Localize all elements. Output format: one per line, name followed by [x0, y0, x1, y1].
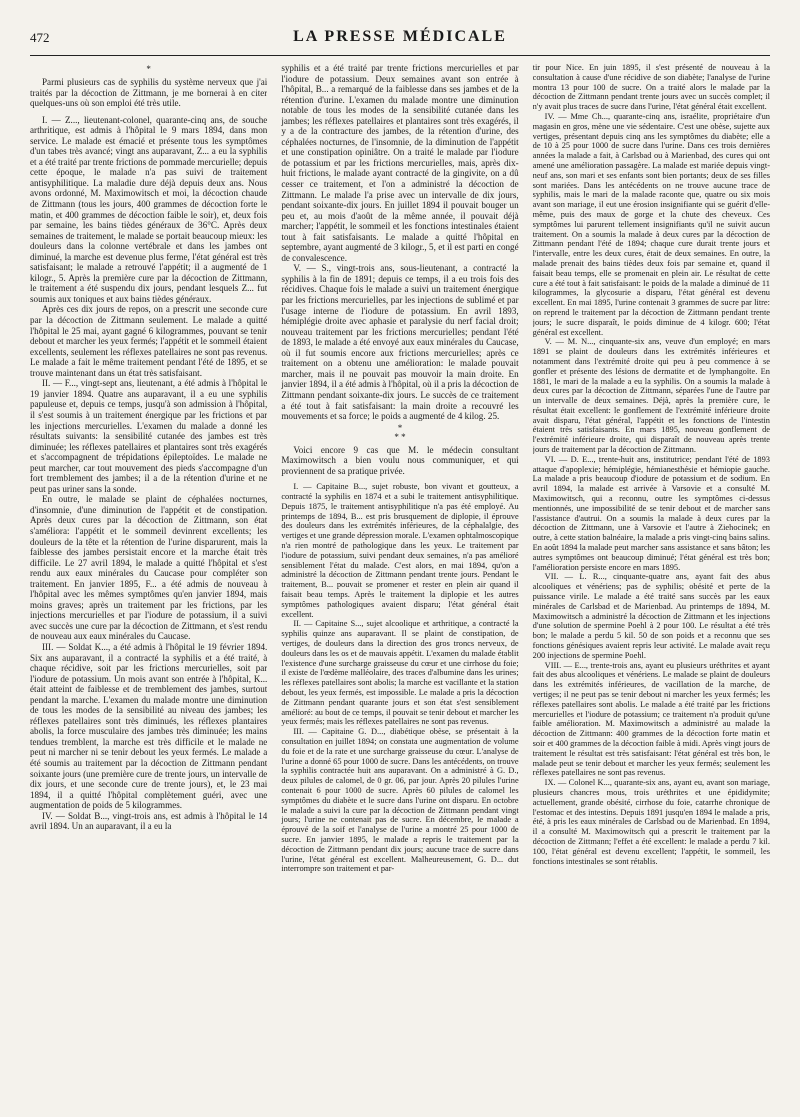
section-separator	[30, 65, 267, 74]
case-paragraph: I. — Z..., lieutenant-colonel, quarante-cinq ans, de souche arthritique, est admis à l'hôpital le 9 mars 1894, dans mon service. Le malade est émacié et présente tous les symptômes d'un tabes très avancé; vingt ans auparavant, Z... a eu la syphilis et a été traité par trente frictions de pommade mercurielle; depuis cette époque, le malade n'a pas suivi de traitement antisyphilitique. La maladie dure déjà depuis deux ans. Nous avons ordonné, M. Maximowitsch et moi, la décoction chaude de Zittmann (tous les jours, 400 grammes de décoction forte le matin, et 400 grammes de décoction faible le soir), et, deux fois par semaine, les bains tièdes généraux de 36°C. Après deux semaines de traitement, le malade se portait beaucoup mieux: les douleurs dans la colonne vertébrale et dans les jambes ont diminué, la marche est devenue plus ferme, l'état général est très satisfaisant; le malade a retrouvé l'appétit; il a augmenté de 1 kilogr., 5. Après la première cure par la décoction de Zittmann, le traitement a été suspendu dix jours, pendant lesquels Z... fut soumis aux toniques et aux bains tièdes généraux.	[30, 114, 268, 304]
case-paragraph: IV. — Soldat B..., vingt-trois ans, est admis à l'hôpital le 14 avril 1894. Un an auparavant, il a eu la	[30, 810, 268, 832]
case-paragraph: I. — Capitaine B..., sujet robuste, bon vivant et goutteux, a contracté la syphilis en 1874 et a subi le traitement antisyphilitique. Depuis 1875, le traitement antisyphilitique n'a pas été employé. Au printemps de 1894, B... est pris brusquement de diplopie, il éprouve des douleurs dans les extrémités inférieures, de la céphalalgie, des vertiges et une grande dépression morale. L'examen ophtalmoscopique n'a rien montré de pathologique dans les yeux. Le traitement par l'iodure de potassium, suivi pendant deux semaines, n'a pas amélioré sensiblement l'état du malade. C'est alors, en mai 1894, qu'on a administré la décoction de Zittmann pendant trente jours. Pendant le traitement, B... pouvait se promener et rester en plein air quand il faisait beau temps. Après le traitement la diplopie et les autres symptômes pathologiques avaient disparu; l'état général était excellent.	[281, 482, 519, 619]
case-paragraph: III. — Capitaine G. D..., diabétique obèse, se présentait à la consultation en juillet 1894; on constata une augmentation de volume du foie et de la rate et une surcharge graisseuse du cœur. L'analyse de l'urine a donné 65 pour 1000 de sucre. Dans les antécédents, on trouve la syphilis contractée huit ans auparavant. On a administré à G. D., deux pilules de calomel, de 0 gr. 06, par jour. Après 20 pilules l'urine contenait 6 pour 1000 de sucre. Après 60 pilules de calomel les symptômes du diabète et le sucre dans l'urine ont disparu. En octobre le malade a suivi la cure par la décoction de Zittmann pendant vingt jours; l'urine ne contenait pas de sucre. En décembre, le malade a éprouvé de la soif et l'analyse de l'urine a montré 25 pour 1000 de sucre. En janvier 1895, le malade a repris le traitement par la décoction de Zittmann pendant dix jours; aucune trace de sucre dans l'urine, l'état général est excellent. Malheureusement, G. D... dut interrompre son traitement et par-	[281, 727, 519, 874]
journal-title: LA PRESSE MÉDICALE	[293, 28, 507, 45]
separator-glyph: *	[146, 64, 151, 74]
case-paragraph: tir pour Nice. En juin 1895, il s'est présenté de nouveau à la consultation à cause d'une récidive de son diabète; l'analyse de l'urine montra 13 pour 100 de sucre. On a traité alors le malade par la décoction de Zittmann pendant trente jours avec un succès complet; il n'y avait plus traces de sucre dans l'urine, l'état général était excellent.	[532, 63, 770, 112]
case-paragraph: II. — Capitaine S..., sujet alcoolique et arthritique, a contracté la syphilis quinze ans auparavant. Il se plaint de constipation, de vertiges, de douleurs dans la direction des gros troncs nerveux, de douleurs dans les os et de mauvais appétit. L'examen du malade établit l'existence d'une surcharge graisseuse du cœur et une cirrhose du foie; il existe de l'œdème malléolaire, des traces d'albumine dans les urines; les réflexes patellaires sont abolis; la marche est vacillante et la station debout, les yeux fermés, est impossible. Le malade a pris la décoction de Zittmann pendant quarante jours et son état s'est sensiblement amélioré: au bout de ce temps, il pouvait se tenir debout et marcher les yeux fermés; mais les réflexes patellaires ne sont pas revenus.	[281, 619, 519, 727]
case-paragraph: V. — S., vingt-trois ans, sous-lieutenant, a contracté la syphilis à la fin de 1891; depuis ce temps, il a eu trois fois des récidives. Chaque fois le malade a suivi un traitement énergique par les frictions mercurielles, par les injections de sublimé et par l'usage interne de l'iodure de potassium. En avril 1893, hémiplégie droite avec aphasie et paralysie du nerf facial droit; nouveau traitement par les frictions mercurielles; pendant l'été de 1893, le malade a été envoyé aux eaux minérales du Caucase, où il fut soumis encore aux frictions mercurielles; après ce traitement on a obtenu une amélioration: le malade pouvait marcher, mais il ne pouvait pas mouvoir la main droite. En janvier 1894, il a été admis à l'hôpital, où il a pris la décoction de Zittmann pendant soixante-dix jours. Le succès de ce traitement a été tout à fait satisfaisant: la main droite a recouvré les mouvements et sa force; le poids a augmenté de 4 kilog. 25.	[281, 263, 519, 422]
separator-glyph: *	[397, 422, 403, 433]
case-paragraph: III. — Soldat K..., a été admis à l'hôpital le 19 février 1894. Six ans auparavant, il a contracté la syphilis et a été traité, à chaque récidive, soit par les frictions mercurielles, soit par l'iodure de potassium. Un mois avant son entrée à l'hôpital, K... était atteint de faiblesse et de tremblement des jambes, surtout pendant la marche. L'examen du malade montre une diminution de tous les modes de la sensibilité au niveau des jambes; les réflexes patellaires sont très diminués, les réflexes plantaires abolis, la force musculaire des jambes très diminuée; les mains tendues tremblent, la marche est très difficile et le malade ne peut ni marcher ni se tenir debout les yeux fermés. Le malade a été soumis au traitement par la décoction de Zittmann pendant soixante jours (une première cure de trente jours, un intervalle de dix jours, et une seconde cure de trente jours), et, le 23 mai 1894, il a quitté l'hôpital complètement guéri, avec une augmentation de poids de 5 kilogrammes.	[30, 641, 268, 811]
page-number: 472	[30, 30, 50, 45]
column-left	[30, 63, 267, 1108]
section-separator	[281, 424, 518, 442]
page-header	[30, 28, 770, 50]
article-body	[30, 63, 770, 1108]
case-paragraph: syphilis et a été traité par trente frictions mercurielles et par l'iodure de potassium. Deux semaines avant son entrée à l'hôpital, B... a remarqué de la faiblesse dans ses jambes et de la rétention d'urine. L'examen du malade montre une diminution notable de tous les modes de la sensibilité cutanée dans les jambes; les réflexes patellaires et plantaires sont très exagérés, il y a de la contracture des jambes, de la rétention d'urine, des céphalées nocturnes, de l'insomnie, de la diminution de l'appétit et une constipation opiniâtre. On a traité le malade par l'iodure de potassium et par les frictions mercurielles, mais, après dix-huit frictions, le malade ayant contracté de la gingivite, on a dû cesser ce traitement, et l'on a administré la décoction de Zittmann. Le malade l'a prise avec un intervalle de dix jours, pendant soixante-dix jours. En juillet 1894 il pouvait bouger un peu et, au mois d'août de la même année, il pouvait déjà marcher; l'appétit, le sommeil et les fonctions intestinales étaient tout à fait satisfaisants. Le malade a quitté l'hôpital en septembre, ayant augmenté de 3 kilogr., 5, et il est parti en congé de convalescence.	[281, 63, 519, 263]
case-paragraph: VIII. — E..., trente-trois ans, ayant eu plusieurs uréthrites et ayant fait des abus alcooliques et vénériens. Le malade se plaint de douleurs dans les extrémités inférieures, de vacillation de la marche, de vertiges; il ne peut pas se tenir debout ni marcher les yeux fermés; les réflexes patellaires sont abolis. Le malade a été traité par les frictions mercurielles et l'iodure de potassium; ce traitement n'a produit qu'une faible amélioration. M. Maximowitsch a administré au malade la décoction de Zittmann: 400 grammes de la décoction forte matin et soir et 400 grammes de la décoction faible à midi. Après vingt jours de traitement le résultat est très satisfaisant: l'état général est très bon, le malade peut se tenir debout et marcher les yeux fermés; seulement les réflexes patellaires ne sont pas revenus.	[532, 660, 770, 778]
header-rule	[30, 55, 770, 56]
column-middle	[281, 63, 518, 1108]
intro-paragraph: Parmi plusieurs cas de syphilis du système nerveux que j'ai traités par la décoction de Zittmann, je me bornerai à en citer quelques-uns où son emploi été très utile.	[30, 77, 268, 109]
case-paragraph: VII. — L. R..., cinquante-quatre ans, ayant fait des abus alcooliques et vénériens; pas de syphilis; obésité et perte de la puissance virile. Le malade a été traité sans succès par les eaux minérales de Carlsbad et de Marienbad. Au printemps de 1894, M. Maximowitsch a administré la décoction de Zittmann et les injections d'une solution de spermine Poehl à 2 pour 100. Le résultat a été très bon; le malade a perdu 5 kil. 50 de son poids et a reconnu que ses fonctions génésiques avaient repris leur activité. Le malade avait reçu 200 injections de spermine Poehl.	[532, 572, 770, 660]
case-paragraph: IX. — Colonel K..., quarante-six ans, ayant eu, avant son mariage, plusieurs chancres mous, trois uréthrites et une épididymite; actuellement, grande obésité, cirrhose du foie, catarrhe chronique de l'estomac et des intestins. Depuis 1891 jusqu'en 1894 le malade a pris, été, à pris les eaux minérales de Carlsbad ou de Marienbad. En 1894, il a consulté M. Maximowitsch qui a prescrit le traitement par la décoction de Zittmann; l'effet a été excellent: le malade a perdu 7 kil. 100, l'état général est devenu excellent; l'appétit, le sommeil, les fonctions intestinales se sont rétablis.	[532, 778, 770, 866]
case-paragraph: VI. — D. E..., trente-huit ans, institutrice; pendant l'été de 1893 attaque d'apoplexie; hémiplégie, hémianesthésie et hémiopie gauche. La malade a pris beaucoup d'iodure de potassium et de sodium. En avril 1894, la malade est arrivée à Varsovie et a consulté M. Maximowitsch, qui a reconnu, outre les symptômes ci-dessus mentionnés, une impossibilité de se tenir debout et de marcher sans l'assistance d'autrui. On a soumis la malade à deux cures par la décoction de Zittmann, une à Varsovie et l'autre à Ziehocinek; en outre, à cette station balnéaire, la malade a pris vingt-cinq bains salins. En août 1894 la malade peut marcher sans assistance et sans bâton; les autres symptômes ont beaucoup diminué; l'état général est très bon; l'amélioration persiste encore en mars 1895.	[532, 454, 770, 572]
case-list	[281, 482, 518, 874]
separator-glyph: * *	[394, 431, 406, 442]
intro-paragraph: Voici encore 9 cas que M. le médecin consultant Maximowitsch a bien voulu nous communiquer, et qui proviennent de sa pratique privée.	[281, 444, 519, 476]
case-paragraph: II. — F..., vingt-sept ans, lieutenant, a été admis à l'hôpital le 19 janvier 1894. Quatre ans auparavant, il a eu une syphilis papuleuse et, depuis ce temps, jusqu'à son admission à l'hôpital, il s'est soumis à un traitement énergique par les frictions et par les injections mercurielles. L'examen du malade a donné les résultats suivants: la sensibilité cutanée des jambes est très diminuée; les réflexes patellaires et plantaires sont très exagérés et s'accompagnent de trépidations épileptoïdes. Le malade ne peut marcher, car tout mouvement des pieds s'accompagne d'un fort tremblement des jambes; il a de la rétention d'urine et ne peut pas uriner sans la sonde.	[30, 378, 268, 494]
column-right	[533, 63, 770, 1108]
case-paragraph: En outre, le malade se plaint de céphalées nocturnes, d'insomnie, d'une diminution de l'appétit et de constipation. Après deux cures par la décoction de Zittmann, son état s'améliora: l'appétit et le sommeil devinrent excellents; les douleurs de la tête et la rétention de l'urine disparurent, mais la faiblesse des jambes persistait encore et la marche était très difficile. Le 27 avril 1894, le malade a quitté l'hôpital et s'est rendu aux eaux minérales du Caucase pour compléter son traitement. En janvier 1895, F... a été admis de nouveau à l'hôpital avec les mêmes symptômes qu'en janvier 1894, mais moins graves; après un traitement par les frictions, par les injections mercurielles et par l'iodure de potassium, il a suivi avec succès une cure par la décoction de Zittmann, et s'est rendu de nouveau aux eaux minérales du Caucase.	[30, 494, 268, 642]
case-paragraph: Après ces dix jours de repos, on a prescrit une seconde cure par la décoction de Zittmann seulement. Le malade a quitté l'hôpital le 25 mai, ayant gagné 6 kilogrammes, pouvant se tenir debout et marcher les yeux fermés; l'appétit et le sommeil étaient excellents, seulement les réflexes patellaires ne sont pas revenus. Le malade a fait le même traitement pendant l'été de 1895, et se trouve maintenant dans un état très satisfaisant.	[30, 304, 268, 378]
case-paragraph: IV. — Mme Ch..., quarante-cinq ans, israélite, propriétaire d'un magasin en gros, mène une vie sédentaire. C'est une obèse, sujette aux vertiges, présentant depuis cinq ans les symptômes du diabète; elle a de 10 à 25 pour 1000 de sucre dans l'urine. Dans ces trois dernières années la malade a fait, à Carlsbad ou à Marienbad, des cures qui ont amené une amélioration passagère. La malade est mariée depuis vingt-neuf ans, son mari et ses enfants sont bien portants; deux de ses filles sont mariées. Dans les antécédents on ne trouve aucune trace de syphilis, mais le mari de la malade raconte que, quatre ou six mois avant son mariage, il eut une érosion insignifiante qui se guérit d'elle-même, puis des maux de gorge et la chute des cheveux. Ces symptômes lui parurent tellement insignifiants qu'il ne suivit aucun traitement. On a soumis la malade à deux cures par la décoction de Zittmann pendant l'été de 1894; chaque cure durait trente jours et l'intervalle, entre les deux cures, était de deux semaines. En outre, la malade prenait des bains tièdes deux fois par semaine et, quand il faisait beau temps, elle se promenait en plein air. Le résultat de cette cure a été tout à fait satisfaisant: le poids de la malade a diminué de 11 kilogrammes, la glycosurie a disparu, l'état général est devenu excellent. En mai 1895, l'urine contenait 3 grammes de sucre par litre: on reprend le traitement par la décoction de Zittmann pendant trente jours; le sucre disparaît, le poids diminue de 4 kilogr. 600; l'état général est excellent.	[532, 111, 770, 337]
case-paragraph: V. — M. N..., cinquante-six ans, veuve d'un employé; en mars 1891 se plaint de douleurs dans les extrémités inférieures et notamment dans l'extrémité droite qui peu à peu commence à se gonfler et présente des lésions de dermatite et de lymphangoïte. En 1881, le mari de la malade a eu la syphilis. On a soumis la malade à deux cures par la décoction de Zittmann, séparées l'une de l'autre par un intervalle de deux semaines. Déjà, après la première cure, le résultat était excellent: le gonflement de l'extrémité inférieure droite avait disparu, l'état général, l'appétit et les fonctions de l'intestin étaient très satisfaisants. En mars 1895, nouveau gonflement de l'extrémité inférieure droite, qui disparaît de nouveau après trente jours de traitement par la décoction de Zittmann.	[532, 337, 770, 455]
